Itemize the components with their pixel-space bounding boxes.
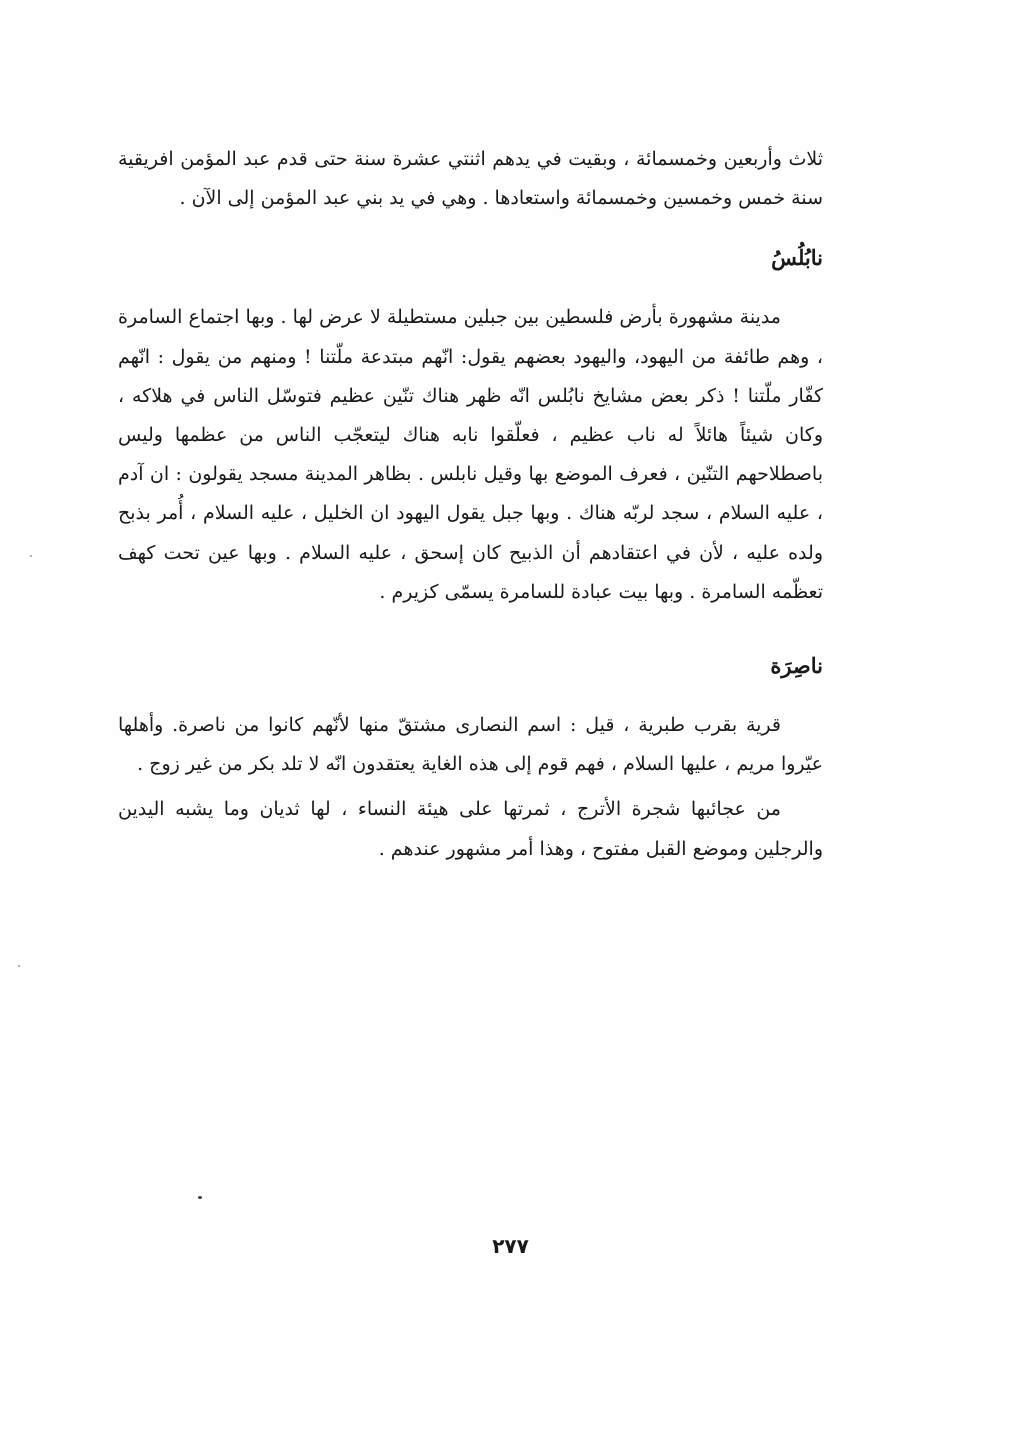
spacer — [118, 278, 823, 298]
section-title-nablus: نابُلُسُ — [771, 245, 823, 271]
scan-speck — [18, 965, 20, 967]
spacer — [118, 218, 823, 238]
spacer — [118, 612, 823, 646]
spacer — [118, 686, 823, 706]
nasira-paragraph-2: من عجائبها شجرة الأترج ، ثمرتها على هيئة النساء ، لها ثديان وما يشبه اليدين والرجلين وموضع القبل مفتوح ، وهذا أمر مشهور عندهم . — [118, 798, 823, 860]
section-title-nasira: ناصِرَة — [770, 653, 823, 679]
intro-paragraph: ثلاث وأربعين وخمسمائة ، وبقيت في يدهم اثنتي عشرة سنة حتى قدم عبد المؤمن افريقية سنة خمس وخمسين وخمسمائة واستعادها . وهي في يد بني عبد المؤمن إلى الآن . — [118, 148, 823, 210]
scan-speck — [198, 1196, 202, 1199]
page-content — [118, 140, 823, 869]
page-number: ٢٧٧ — [492, 1234, 529, 1258]
scan-speck — [30, 555, 32, 557]
nablus-paragraph: مدينة مشهورة بأرض فلسطين بين جبلين مستطيلة لا عرض لها . وبها اجتماع السامرة ، وهم طائفة من اليهود، واليهود بعضهم يقول: انّهم مبتدعة ملّتنا ! ومنهم من يقول : انّهم كفّار ملّتنا ! ذكر بعض مشايخ نابُلس انّه ظهر هناك تنّين عظيم فتوسّل الناس في هلاكه ، وكان شيئاً هائلاً له ناب عظيم ، فعلّقوا نابه هناك ليتعجّب الناس من عظمها وليس باصطلاحهم التنّين ، فعرف الموضع بها وقيل نابلس . بظاهر المدينة مسجد يقولون : ان آدم ، عليه السلام ، سجد لربّه هناك . وبها جبل يقول اليهود ان الخليل ، عليه السلام ، أُمر بذبح ولده عليه ، لأن في اعتقادهم أن الذبيح كان إسحق ، عليه السلام . وبها عين تحت كهف تعظّمه السامرة . وبها بيت عبادة للسامرة يسمّى كزيرم . — [118, 306, 823, 603]
nasira-paragraph-1: قرية بقرب طبرية ، قيل : اسم النصارى مشتقّ منها لأنّهم كانوا من ناصرة. وأهلها عيّروا مريم ، عليها السلام ، فهم قوم إلى هذه الغاية يعتقدون انّه لا تلد بكر من غير زوج . — [118, 714, 823, 776]
